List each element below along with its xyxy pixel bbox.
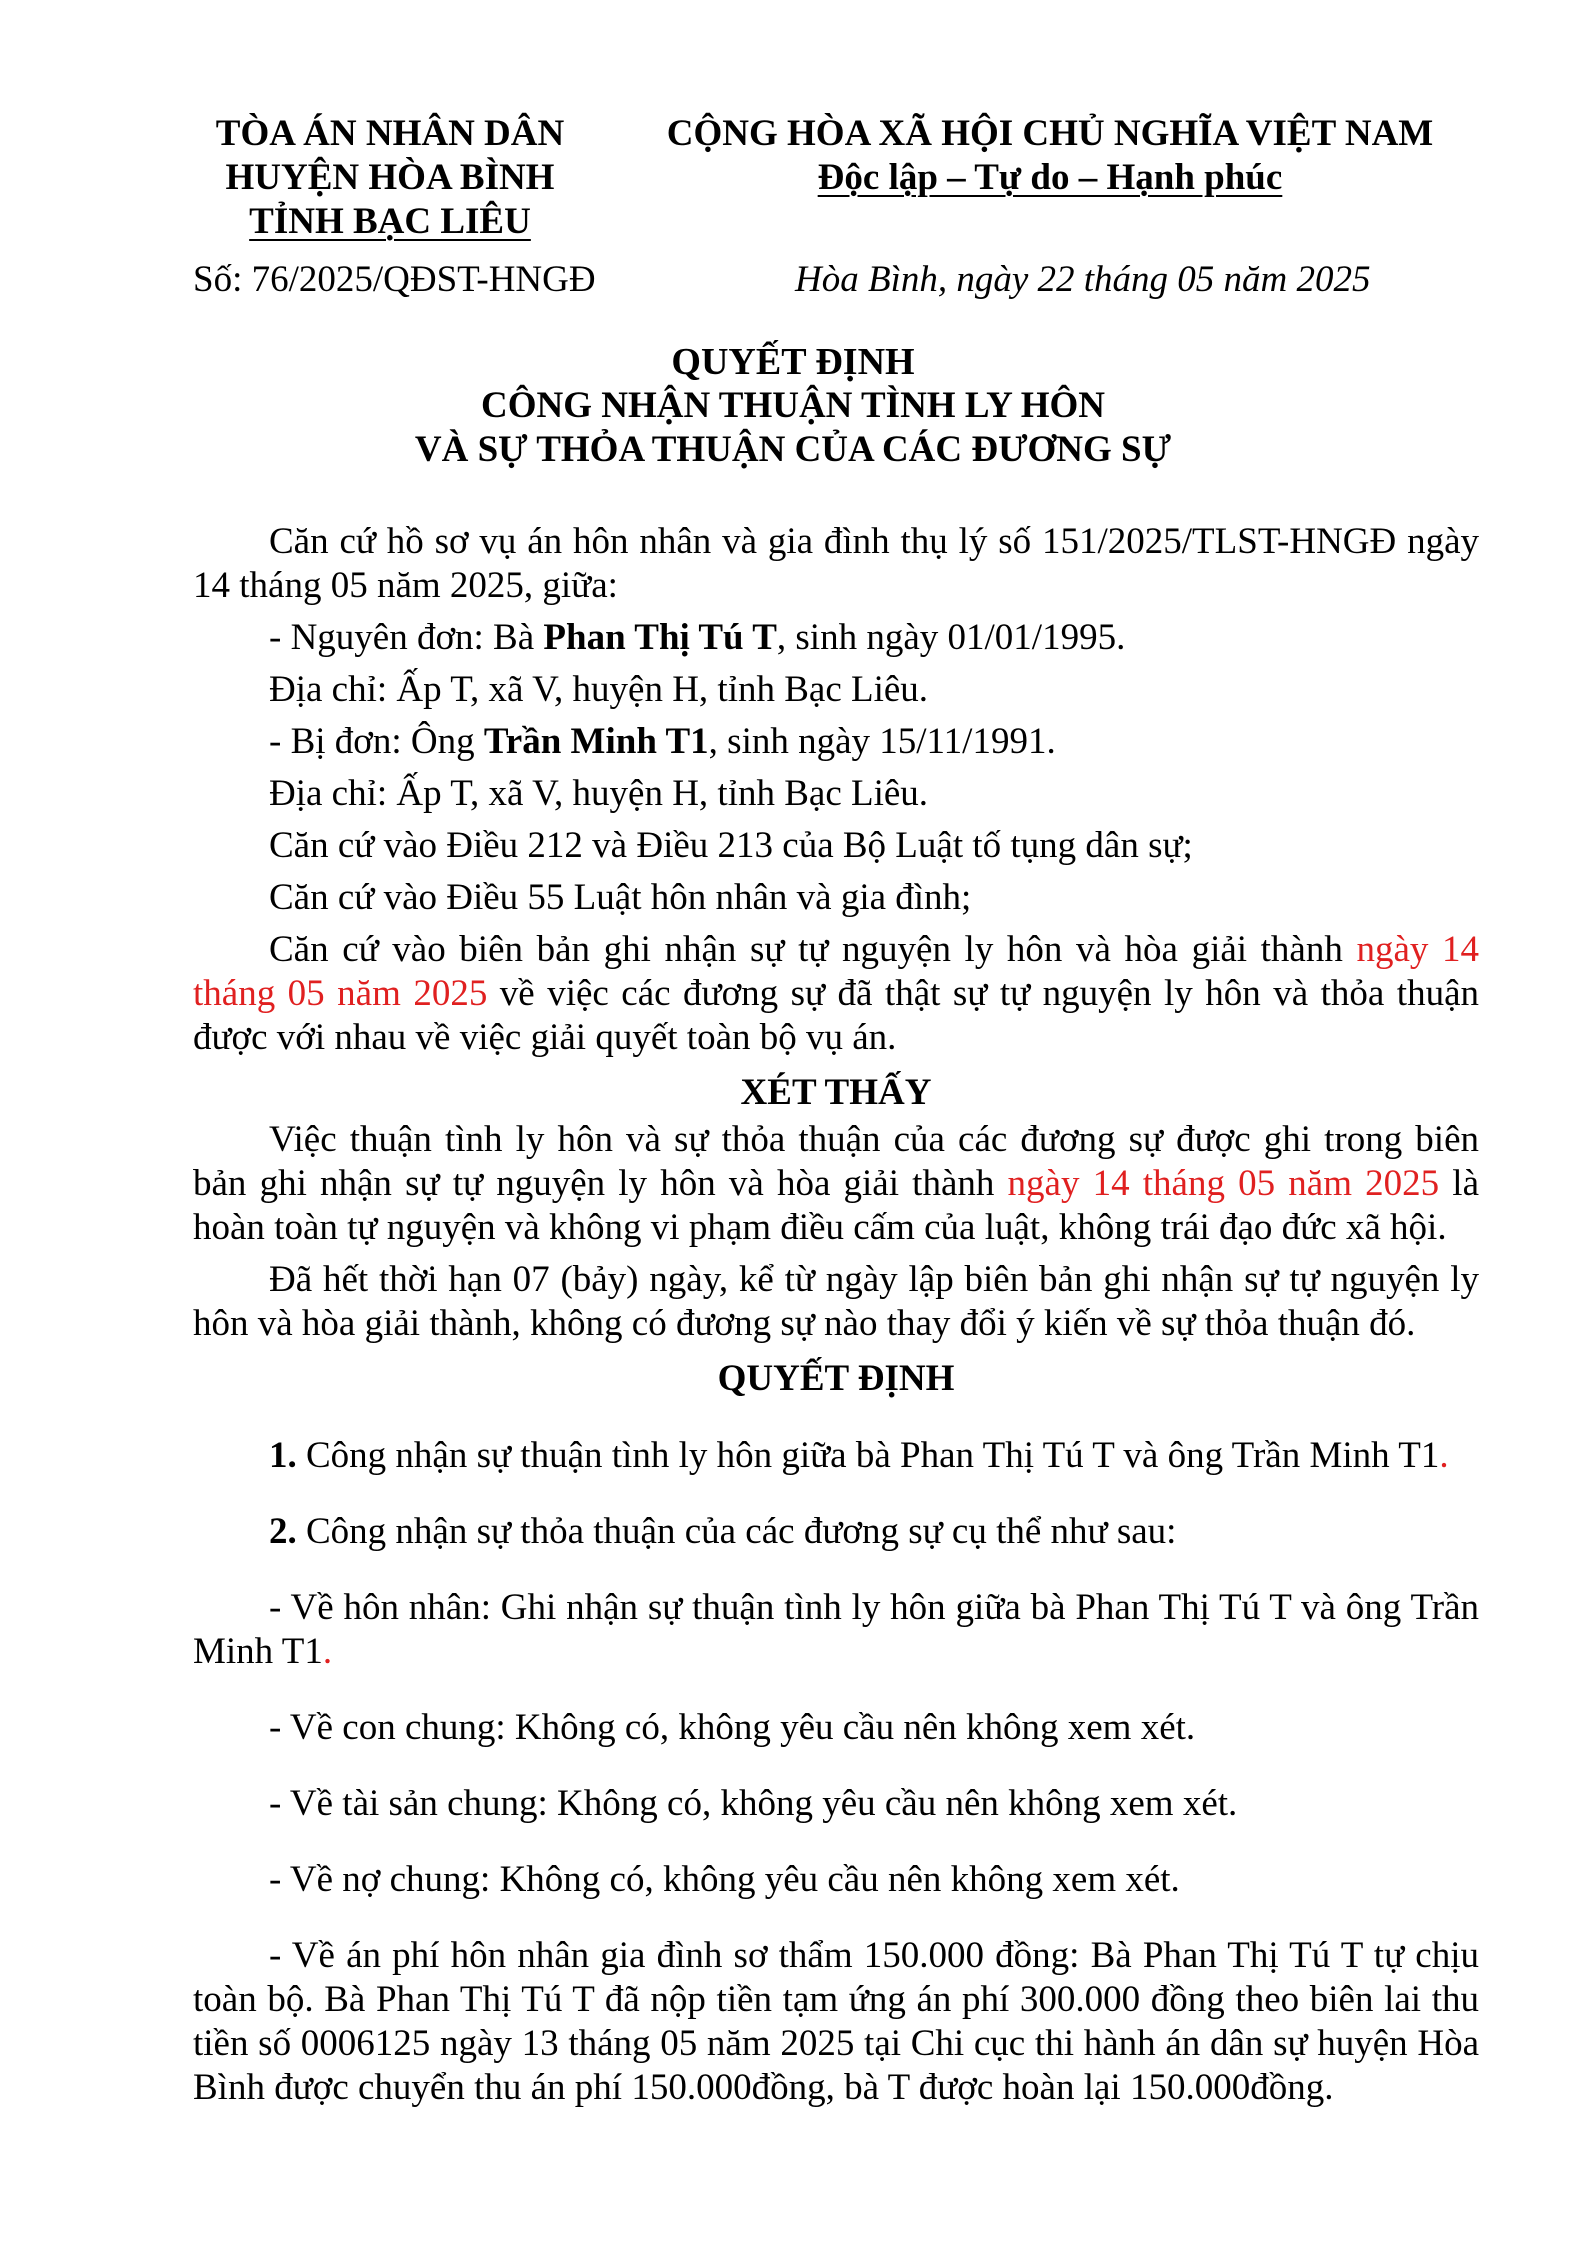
decision-item-2: [193, 1510, 1479, 1554]
place-date: Hòa Bình, ngày 22 tháng 05 năm 2025: [795, 259, 1371, 300]
decision-heading: QUYẾT ĐỊNH: [717, 1358, 955, 1399]
findings-suffix: là hoàn toàn tự nguyện và không vi phạm điều cấm của luật, không trái đạo đức xã hội.: [193, 1163, 1479, 1248]
findings-para-1: [193, 1118, 1479, 1250]
defendant-line: [193, 720, 1479, 764]
motto: Độc lập – Tự do – Hạnh phúc: [817, 157, 1283, 198]
item1-number: 1.: [269, 1435, 297, 1476]
title-main: QUYẾT ĐỊNH: [671, 341, 915, 383]
record-basis: [193, 928, 1479, 1060]
plaintiff-prefix: - Nguyên đơn: Bà: [269, 617, 544, 658]
document-title: [0, 340, 1586, 472]
findings-heading: XÉT THẤY: [740, 1072, 932, 1113]
marriage-end: .: [322, 1631, 333, 1672]
decision-property: - Về tài sản chung: Không có, không yêu cầu nên không xem xét.: [269, 1783, 1238, 1824]
nation-header: [640, 112, 1460, 200]
nation-name: CỘNG HÒA XÃ HỘI CHỦ NGHĨA VIỆT NAM: [666, 113, 1434, 154]
plaintiff-suffix: , sinh ngày 01/01/1995.: [776, 617, 1126, 658]
decision-debt: - Về nợ chung: Không có, không yêu cầu nên không xem xét.: [269, 1859, 1180, 1900]
court-name-line2: HUYỆN HÒA BÌNH: [225, 157, 555, 198]
record-prefix: Căn cứ vào biên bản ghi nhận sự tự nguyện ly hôn và hòa giải thành: [269, 929, 1357, 970]
law-basis-2: Căn cứ vào Điều 55 Luật hôn nhân và gia đình;: [269, 877, 972, 918]
plaintiff-address: Địa chỉ: Ấp T, xã V, huyện H, tỉnh Bạc Liêu.: [269, 669, 929, 710]
item2-text: Công nhận sự thỏa thuận của các đương sự cụ thể như sau:: [296, 1511, 1177, 1552]
court-province: TỈNH BẠC LIÊU: [249, 201, 531, 242]
decision-item-1: [193, 1434, 1479, 1478]
document-number: Số: 76/2025/QĐST-HNGĐ: [193, 259, 596, 300]
item1-text: Công nhận sự thuận tình ly hôn giữa bà Phan Thị Tú T và ông Trần Minh T1: [296, 1435, 1440, 1476]
document-body: [193, 520, 1479, 2110]
findings-date: ngày 14 tháng 05 năm 2025: [1007, 1163, 1440, 1204]
findings-prefix: Việc thuận tình ly hôn và sự thỏa thuận của các đương sự được ghi trong biên bản ghi nhận sự tự nguyện ly hôn và hòa giải thành: [193, 1119, 1479, 1204]
record-date: ngày 14 tháng 05 năm 2025: [193, 929, 1479, 1014]
plaintiff-line: [193, 616, 1479, 660]
defendant-suffix: , sinh ngày 15/11/1991.: [708, 721, 1056, 762]
plaintiff-name: Phan Thị Tú T: [543, 617, 777, 658]
title-sub2: VÀ SỰ THỎA THUẬN CỦA CÁC ĐƯƠNG SỰ: [414, 429, 1172, 470]
findings-para-2: Đã hết thời hạn 07 (bảy) ngày, kể từ ngày lập biên bản ghi nhận sự tự nguyện ly hôn và hòa giải thành, không có đương sự nào thay đổi ý kiến về sự thỏa thuận đó.: [193, 1259, 1479, 1344]
item2-number: 2.: [269, 1511, 297, 1552]
law-basis-1: Căn cứ vào Điều 212 và Điều 213 của Bộ Luật tố tụng dân sự;: [269, 825, 1193, 866]
decision-children: - Về con chung: Không có, không yêu cầu nên không xem xét.: [269, 1707, 1196, 1748]
record-suffix: về việc các đương sự đã thật sự tự nguyện ly hôn và thỏa thuận được với nhau về việc giải quyết toàn bộ vụ án.: [193, 973, 1480, 1058]
basis-case-file: Căn cứ hồ sơ vụ án hôn nhân và gia đình thụ lý số 151/2025/TLST-HNGĐ ngày 14 tháng 05 năm 2025, giữa:: [193, 521, 1479, 606]
marriage-text: - Về hôn nhân: Ghi nhận sự thuận tình ly hôn giữa bà Phan Thị Tú T và ông Trần Minh T1: [193, 1587, 1479, 1672]
court-name-line3: [150, 200, 630, 244]
court-name-line1: TÒA ÁN NHÂN DÂN: [215, 113, 565, 154]
item1-end: .: [1439, 1435, 1449, 1476]
decision-fee: - Về án phí hôn nhân gia đình sơ thẩm 150.000 đồng: Bà Phan Thị Tú T tự chịu toàn bộ. Bà Phan Thị Tú T đã nộp tiền tạm ứng án phí 300.000 đồng theo biên lai thu tiền số 0006125 ngày 13 tháng 05 năm 2025 tại Chi cục thi hành án dân sự huyện Hòa Bình được chuyển thu án phí 150.000đồng, bà T được hoàn lại 150.000đồng.: [193, 1935, 1479, 2108]
title-sub1: CÔNG NHẬN THUẬN TÌNH LY HÔN: [481, 385, 1105, 426]
court-header: [150, 112, 630, 244]
defendant-prefix: - Bị đơn: Ông: [269, 721, 484, 762]
defendant-address: Địa chỉ: Ấp T, xã V, huyện H, tỉnh Bạc Liêu.: [269, 773, 929, 814]
motto-line: [640, 156, 1460, 200]
defendant-name: Trần Minh T1: [483, 721, 709, 762]
decision-marriage: [193, 1586, 1479, 1674]
